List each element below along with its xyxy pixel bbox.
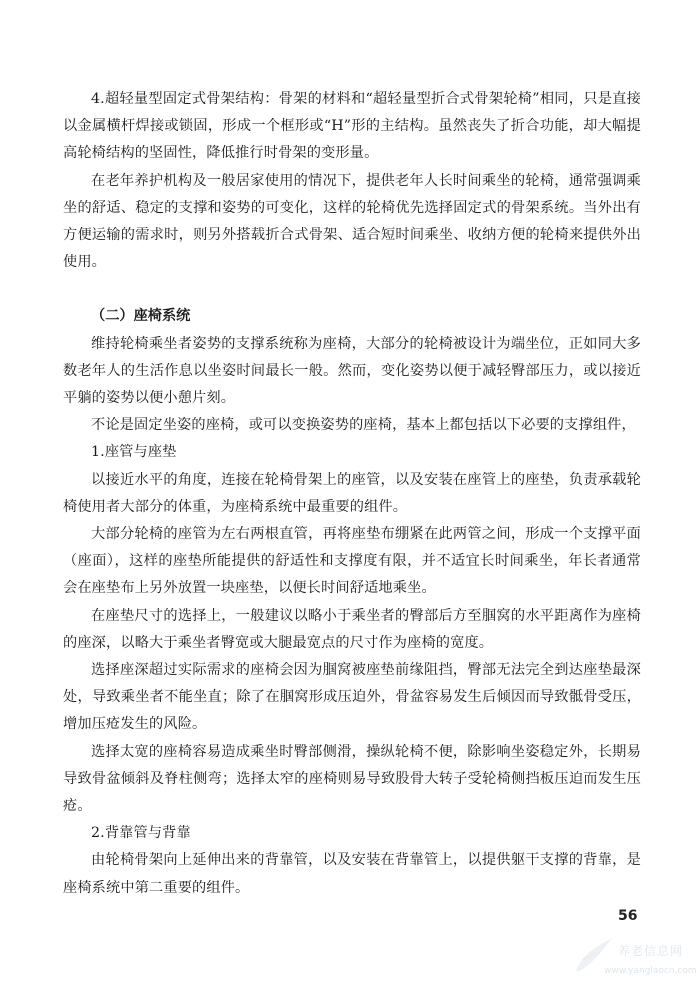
subheading-backrest-tube: 2.背靠管与背靠 [91,825,191,842]
paragraph-seating-definition: 维持轮椅乘坐者姿势的支撑系统称为座椅，大部分的轮椅被设计为端坐位，正如同大多数老年人的生活作息以坐姿时间最长一般。然而，变化姿势以便于减轻臀部压力，或以接近平躺的姿势以便小憩片刻。 [63,335,641,407]
watermark-url: www.yanglaocn.com [604,966,697,976]
paragraph-ultralight-fixed-frame: 4.超轻量型固定式骨架结构：骨架的材料和“超轻量型折合式骨架轮椅”相同，只是直接以金属横杆焊接或锁固，形成一个框形或“H”形的主结构。虽然丧失了折合功能，却大幅提高轮椅结构的坚固性，降低推行时骨架的变形量。 [63,91,641,162]
subheading-seat-tube-cushion: 1.座管与座垫 [91,444,177,461]
paragraph-backrest-description: 由轮椅骨架向上延伸出来的背靠管，以及安装在背靠管上，以提供躯干支撑的背靠，是座椅系统中第二重要的组件。 [63,852,641,896]
paragraph-seat-tube-limitations: 大部分轮椅的座管为左右两根直管，再将座垫布绷紧在此两管之间，形成一个支撑平面（座面），这样的座垫所能提供的舒适性和支撑度有限，并不适宜长时间乘坐，年长者通常会在座垫布上另外放置一块座垫，以便长时间舒适地乘坐。 [63,526,641,597]
page-number: 56 [618,908,638,924]
paragraph-seat-depth-risk: 选择座深超过实际需求的座椅会因为腘窝被座垫前缘阻挡，臀部无法完全到达座垫最深处，导致乘坐者不能坐直；除了在腘窝形成压迫外，骨盆容易发生后倾因而导致骶骨受压，增加压疮发生的风险。 [63,662,641,733]
paragraph-support-components: 不论是固定坐姿的座椅，或可以变换姿势的座椅，基本上都包括以下必要的支撑组件， [91,417,636,434]
paragraph-seat-tube-description: 以接近水平的角度，连接在轮椅骨架上的座管，以及安装在座管上的座垫，负责承载轮椅使用者大部分的体重，为座椅系统中最重要的组件。 [63,471,641,515]
paragraph-cushion-size: 在座垫尺寸的选择上，一般建议以略小于乘坐者的臀部后方至腘窝的水平距离作为座椅的座深，以略大于乘坐者臀宽或大腿最宽点的尺寸作为座椅的宽度。 [63,607,641,651]
section-heading-seating-system: （二）座椅系统 [91,308,191,325]
watermark-text: 养老信息网 [618,944,684,958]
paragraph-elderly-care-usage: 在老年养护机构及一般居家使用的情况下，提供老年人长时间乘坐的轮椅，通常强调乘坐的舒适、稳定的支撑和姿势的可变化，这样的轮椅优先选择固定式的骨架系统。当外出有方便运输的需求时，则另外搭载折合式骨架、适合短时间乘坐、收纳方便的轮椅来提供外出使用。 [63,172,641,271]
paragraph-seat-width-risk: 选择太宽的座椅容易造成乘坐时臀部侧滑，操纵轮椅不便，除影响坐姿稳定外，长期易导致骨盆倾斜及脊柱侧弯；选择太窄的座椅则易导致股骨大转子受轮椅侧挡板压迫而发生压疮。 [63,743,641,815]
body-text [63,86,641,902]
watermark-logo [568,930,697,982]
